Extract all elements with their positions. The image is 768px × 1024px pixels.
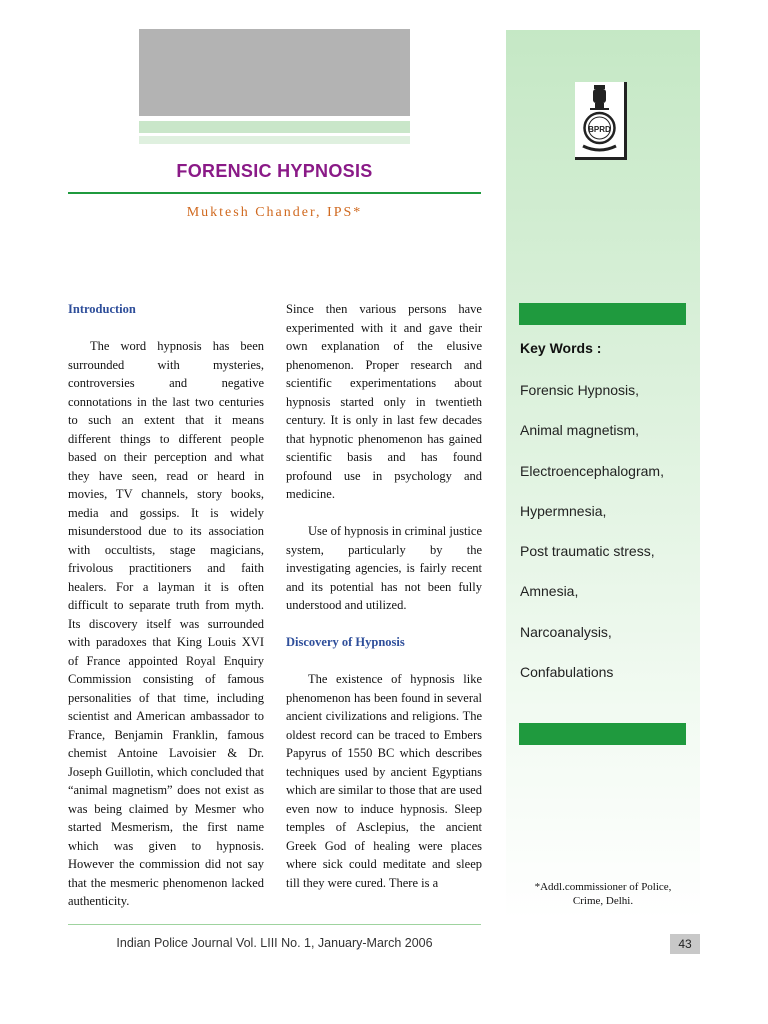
keywords-top-bar	[519, 303, 686, 325]
footnote-line: *Addl.commissioner of Police,	[534, 881, 672, 893]
article-column-left	[68, 300, 264, 911]
keyword-item: Narcoanalysis,	[520, 623, 612, 640]
body-paragraph: The existence of hypnosis like phenomenon has been found in several ancient civilizations and religions. The oldest record can be traced to Embers Papyrus of 1550 BC which describes techniques used by ancient Egyptians which are similar to those that are used even now to induce hypnosis. Sleep temples of Asclepius, the ancient Greek God of healing were places where sick could meditate and sleep till they were cured. There is a	[286, 672, 482, 890]
section-heading-introduction: Introduction	[68, 302, 136, 316]
header-green-band	[139, 121, 410, 133]
title-divider	[68, 192, 481, 194]
article-column-right	[286, 300, 482, 892]
keyword-item: Animal magnetism,	[520, 422, 640, 439]
keyword-item: Confabulations	[520, 664, 614, 681]
section-heading-discovery: Discovery of Hypnosis	[286, 635, 405, 649]
author-footnote	[510, 880, 696, 908]
bprd-emblem-icon	[575, 82, 627, 160]
keywords-heading: Key Words :	[520, 340, 602, 356]
keywords-list	[520, 380, 664, 702]
author-line: Muktesh Chander, IPS*	[186, 205, 363, 220]
header-gray-block	[139, 29, 410, 116]
keyword-item: Amnesia,	[520, 583, 579, 600]
emblem-text: BPRD	[588, 125, 611, 134]
body-paragraph: The word hypnosis has been surrounded with mysteries, controversies and negative connotations in the last two centuries to such an extent that it means different things to different people based on their perception and what they have seen, read or heard in movies, TV channels, story books, media and gossips. It is widely misunderstood due to its association with occultists, stage magicians, frivolous practitioners and faith healers. For a layman it is often difficult to separate truth from myth. Its discovery itself was surrounded with paradoxes that King Louis XVI of France appointed Royal Enquiry Commission consisting of famous personalities of that time, including scientist and American ambassador to France, Benjamin Franklin, famous chemist Antoine Lavoisier & Dr. Joseph Guillotin, which concluded that “animal magnetism” does not exist as was being claimed by Mesmer who started Mesmerism, the first name which was given to hypnosis. However the commission did not say that the mesmeric phenomenon lacked authenticity.	[68, 339, 264, 908]
page-number: 43	[670, 934, 700, 954]
keyword-item: Forensic Hypnosis,	[520, 382, 640, 398]
body-paragraph: Use of hypnosis in criminal justice system, particularly by the investigating agencies, is fairly recent and its potential has not been fully understood and utilized.	[286, 524, 482, 612]
keyword-item: Electroencephalogram,	[520, 462, 664, 479]
body-paragraph: Since then various persons have experimented with it and gave their own explanation of the elusive phenomenon. Proper research and scientific experimentations about hypnosis started only in twentieth century. It is only in last few decades that hypnotic phenomenon has gained scientific basis and has found profound use in psychology and medicine.	[286, 302, 482, 501]
keyword-item: Hypermnesia,	[520, 502, 607, 519]
footer-divider	[68, 924, 481, 925]
keywords-bottom-bar	[519, 723, 686, 745]
keyword-item: Post traumatic stress,	[520, 543, 655, 560]
journal-citation: Indian Police Journal Vol. LIII No. 1, January-March 2006	[116, 936, 433, 950]
article-title: FORENSIC HYPNOSIS	[176, 161, 373, 181]
footnote-line: Crime, Delhi.	[572, 895, 634, 907]
header-green-stripe	[139, 136, 410, 144]
